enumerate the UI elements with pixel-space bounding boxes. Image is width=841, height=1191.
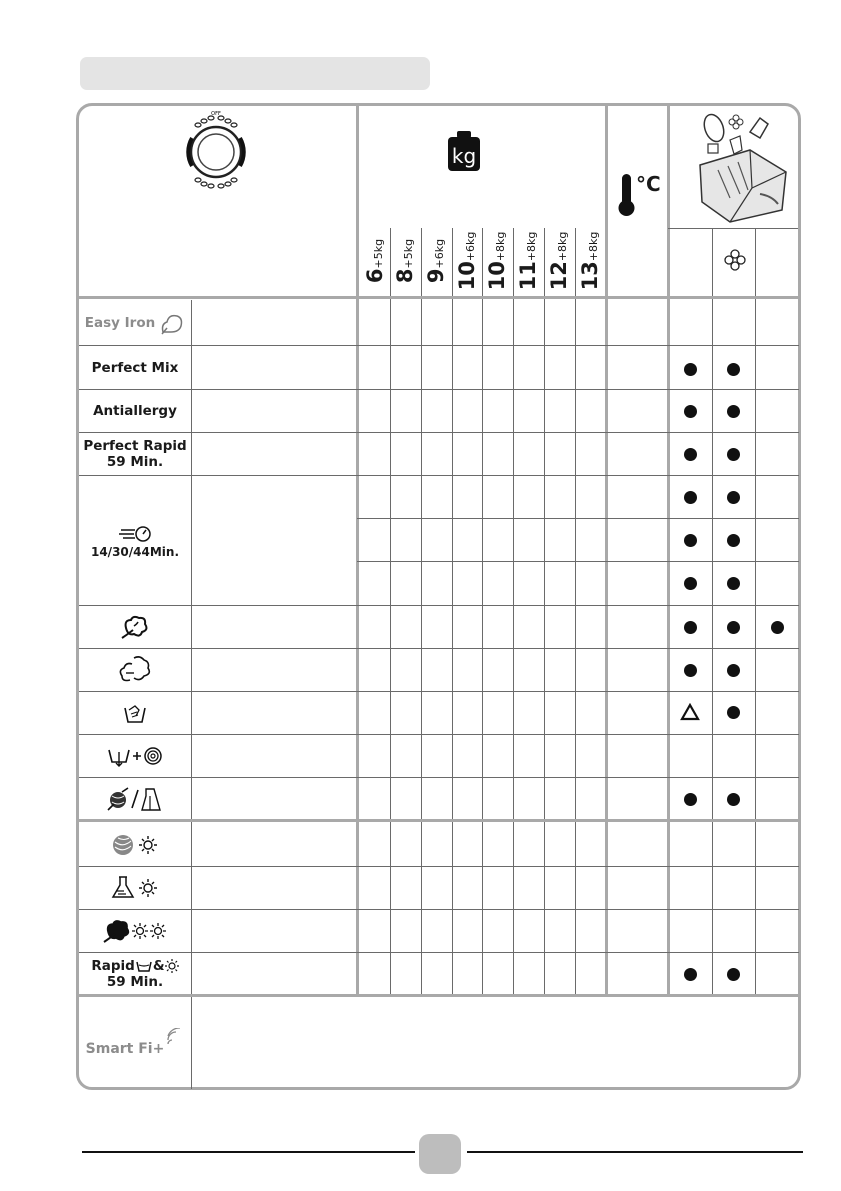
detergent-triangle-mark [680,703,700,725]
table-grid-line [79,389,799,390]
table-divider [79,994,799,997]
table-grid-line [390,228,391,994]
iron-icon [159,310,185,336]
table-grid-line [357,518,799,519]
detergent-dot-mark [727,577,740,590]
table-grid-line [668,228,798,229]
program-rapid-wd-label: Rapid [91,958,135,974]
handwash-icon [123,702,147,724]
table-grid-line [79,345,799,346]
detergent-dot-mark [727,405,740,418]
program-synthetics [79,649,191,691]
program-easy-iron [79,300,191,345]
detergent-dot-mark [684,405,697,418]
program-antiallergy-label: Antiallergy [93,403,177,419]
detergent-dot-mark [727,793,740,806]
program-perfect-mix-label: Perfect Mix [91,359,179,376]
cotton-icon [120,614,150,640]
table-grid-line [79,952,799,953]
table-grid-line [79,691,799,692]
detergent-dot-mark [684,577,697,590]
program-mixed-dry [79,867,191,909]
table-grid-line [79,605,799,606]
table-grid-line [79,866,799,867]
detergent-dot-mark [684,448,697,461]
table-grid-line [482,228,483,994]
table-divider [191,997,192,1089]
wool-delicates-icon [106,786,164,812]
detergent-dot-mark [684,793,697,806]
detergent-dot-mark [727,706,740,719]
table-grid-line [575,228,576,994]
synthetics-icon [118,656,152,684]
load-capacity-label: 13+8kg [578,231,602,291]
table-grid-line [79,432,799,433]
detergent-dot-mark [727,448,740,461]
wool-dry-icon [110,832,160,858]
program-perfect-rapid-label: Perfect Rapid 59 Min. [83,438,187,470]
program-rapid-wd-time: 59 Min. [106,974,164,990]
program-wool-delicates [79,778,191,820]
load-capacity-label: 8+5kg [393,238,417,284]
table-divider [667,106,670,994]
program-rapid-wd-and: & [152,958,165,974]
table-divider [605,106,608,994]
detergent-dot-mark [684,621,697,634]
table-grid-line [421,228,422,994]
detergent-dot-mark [684,534,697,547]
program-smart-fi [79,998,191,1086]
table-grid-line [452,228,453,994]
detergent-dot-mark [727,968,740,981]
table-grid-line [712,228,713,994]
table-grid-line [79,648,799,649]
program-smart-fi-label: Smart Fi+ [85,1041,165,1057]
dry-sun-icon [165,959,179,973]
table-divider [79,819,799,822]
load-capacity-label: 10+6kg [455,231,479,291]
footer-line-right [467,1151,803,1153]
detergent-dot-mark [684,664,697,677]
detergent-dot-mark [684,491,697,504]
drain-spin-icon [107,744,163,768]
load-capacity-label: 9+6kg [424,238,448,284]
table-divider [356,106,359,994]
wifi-icon [164,1028,184,1048]
thermometer-icon [616,172,638,218]
detergent-dot-mark [727,363,740,376]
table-grid-line [755,228,756,994]
wash-tub-icon [136,959,152,973]
load-capacity-label: 10+8kg [485,231,509,291]
table-grid-line [357,561,799,562]
program-wool-dry [79,824,191,866]
dial-off-label: OFF [211,111,221,117]
program-antiallergy [79,390,191,432]
program-rapid-wash-dry [79,953,191,995]
detergent-dot-mark [684,968,697,981]
program-rapid-14-30-44 [79,476,191,605]
table-divider [191,300,192,994]
program-rapid-label: 14/30/44Min. [90,544,180,559]
section-title-bar [80,57,430,90]
program-dial-icon [176,108,256,190]
detergent-dot-mark [771,621,784,634]
table-grid-line [79,475,799,476]
rapid-clock-icon [117,522,153,544]
program-perfect-mix [79,346,191,389]
detergent-dot-mark [727,664,740,677]
detergent-dot-mark [727,621,740,634]
load-capacity-label: 6+5kg [363,238,387,284]
program-cotton-dry [79,910,191,952]
program-perfect-rapid [79,433,191,475]
program-handwash [79,692,191,734]
kg-weight-icon [446,130,482,172]
page-number-badge [419,1134,461,1174]
table-grid-line [79,734,799,735]
program-drain-spin [79,735,191,777]
table-divider [79,296,799,299]
load-capacity-label: 11+8kg [516,231,540,291]
detergent-dot-mark [727,534,740,547]
table-grid-line [79,777,799,778]
softener-flower-icon [724,249,746,271]
kg-icon-text: kg [451,144,477,168]
detergent-drawer-icon [690,110,796,226]
program-cotton [79,606,191,648]
temperature-label: °C [636,172,661,196]
load-capacity-label: 12+8kg [547,231,571,291]
cotton-dry-icon [102,918,168,944]
table-grid-line [513,228,514,994]
detergent-dot-mark [727,491,740,504]
program-easy-iron-label: Easy Iron [84,314,156,331]
table-grid-line [79,909,799,910]
footer-line-left [82,1151,415,1153]
table-grid-line [544,228,545,994]
detergent-dot-mark [684,363,697,376]
mixed-dry-icon [110,875,160,901]
